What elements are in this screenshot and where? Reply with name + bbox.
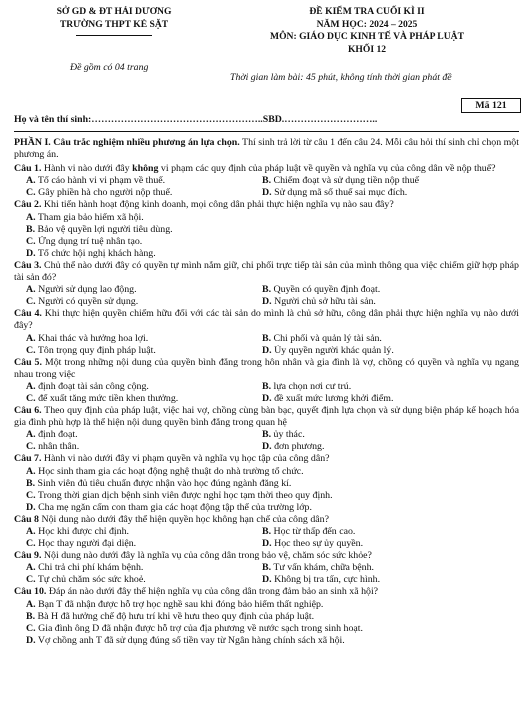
exam-header bbox=[212, 6, 522, 56]
option-letter: B. bbox=[262, 526, 272, 537]
question-number: Câu 8 bbox=[14, 513, 39, 525]
question-text: Đáp án nào dưới đây thể hiện nghĩa vụ của công dân trong đảm bảo an sinh xã hội? bbox=[46, 586, 379, 598]
answer-options bbox=[14, 333, 519, 357]
question-number: Câu 4. bbox=[14, 308, 42, 320]
department-name: SỞ GD & ĐT HẢI DƯƠNG bbox=[56, 6, 172, 17]
option-letter: C. bbox=[26, 574, 36, 586]
answer-options bbox=[14, 466, 519, 514]
option-text: để xuất tăng mức tiền khen thưởng. bbox=[35, 392, 179, 404]
option-text: đơn phương. bbox=[271, 441, 325, 453]
answer-option[interactable] bbox=[250, 393, 519, 405]
option-text: Tham gia bảo hiểm xã hội. bbox=[35, 211, 144, 223]
option-text: Người sử dụng lao động. bbox=[35, 284, 137, 296]
option-letter: B. bbox=[262, 284, 272, 296]
option-text: Học sinh tham gia các hoạt động nghệ thuật do nhà trường tổ chức. bbox=[35, 465, 304, 477]
question-text: Theo quy định của pháp luật, việc hai vợ, chồng cùng bàn bạc, quyết định lựa chọn và sử dụng biện pháp kế hoạch hóa gia đình phù hợp là thể hiện nội dung quyền bình đẳng trong quan hệ bbox=[14, 405, 520, 429]
option-text: Tổ chức hội nghị khách hàng. bbox=[35, 247, 156, 259]
answer-option[interactable] bbox=[14, 538, 250, 550]
answer-option[interactable] bbox=[250, 296, 519, 308]
question-text: Nội dung nào dưới đây là nghĩa vụ của công dân trong bảo vệ, chăm sóc sức khỏe? bbox=[41, 550, 372, 562]
question-item bbox=[14, 199, 519, 259]
option-letter: C. bbox=[26, 622, 36, 634]
answer-options bbox=[14, 175, 519, 199]
question-item bbox=[14, 308, 519, 356]
option-letter: A. bbox=[26, 211, 36, 223]
grade-level: KHỐI 12 bbox=[347, 43, 387, 55]
question-stem bbox=[14, 260, 519, 284]
option-letter: A. bbox=[26, 380, 36, 392]
question-number: Câu 1. bbox=[14, 163, 42, 175]
option-text: Người chủ sở hữu tài sản. bbox=[271, 296, 376, 308]
option-letter: B. bbox=[26, 610, 36, 622]
answer-option[interactable] bbox=[250, 284, 519, 296]
option-letter: A. bbox=[26, 429, 36, 441]
option-letter: D. bbox=[26, 634, 36, 646]
option-text: Khai thác và hưởng hoa lợi. bbox=[35, 332, 149, 344]
question-item bbox=[14, 163, 519, 199]
question-stem bbox=[14, 199, 519, 211]
option-letter: D. bbox=[262, 344, 272, 356]
answer-option[interactable] bbox=[14, 345, 250, 357]
answer-option[interactable] bbox=[14, 284, 250, 296]
answer-option[interactable] bbox=[14, 296, 250, 308]
part-one-title: PHẦN I. Câu trắc nghiệm nhiều phương án lựa chọn. bbox=[14, 137, 240, 148]
question-stem bbox=[14, 308, 519, 332]
answer-options bbox=[14, 526, 519, 550]
question-text-tail: vi phạm các quy định của pháp luật về quyền và nghĩa vụ của công dân về nộp thuế? bbox=[158, 163, 496, 175]
answer-options bbox=[14, 562, 519, 586]
answer-option[interactable] bbox=[250, 574, 519, 586]
question-item bbox=[14, 260, 519, 308]
option-letter: A. bbox=[26, 284, 36, 296]
option-text: lựa chọn nơi cư trú. bbox=[271, 380, 352, 392]
option-letter: B. bbox=[26, 223, 36, 235]
option-text: Người có quyền sử dụng. bbox=[35, 296, 139, 308]
question-number: Câu 6. bbox=[14, 405, 42, 417]
option-letter: B. bbox=[262, 175, 272, 187]
question-text: Chủ thể nào dưới đây có quyền tự mình nắm giữ, chi phối trực tiếp tài sản của mình thông qua việc chiếm giữ hợp pháp tài sản đó? bbox=[14, 259, 519, 284]
option-letter: C. bbox=[26, 392, 36, 404]
question-text: Một trong những nội dung của quyền bình đẳng trong hôn nhân và gia đình là vợ, chồng có quyền và nghĩa vụ ngang nhau trong việc bbox=[14, 356, 519, 380]
answer-option[interactable] bbox=[14, 466, 519, 478]
answer-option[interactable] bbox=[14, 502, 519, 514]
option-text: định đoạt tài sản công cộng. bbox=[35, 380, 149, 392]
part-one-instructions: Thí sinh trả lời từ câu 1 đến câu 24. Mỗi câu hỏi thí sinh chỉ chọn một phương án. bbox=[14, 137, 519, 161]
answer-option[interactable] bbox=[250, 441, 519, 453]
answer-option[interactable] bbox=[14, 429, 250, 441]
answer-options bbox=[14, 284, 519, 308]
answer-option[interactable] bbox=[14, 599, 519, 611]
pages-note: Đề gồm có 04 trang bbox=[70, 62, 149, 73]
answer-option[interactable] bbox=[250, 526, 519, 538]
option-letter: A. bbox=[26, 175, 36, 187]
answer-option[interactable] bbox=[14, 393, 250, 405]
option-letter: C. bbox=[26, 441, 36, 453]
answer-option[interactable] bbox=[250, 381, 519, 393]
answer-option[interactable] bbox=[14, 490, 519, 502]
question-stem bbox=[14, 514, 519, 526]
answer-option[interactable] bbox=[14, 381, 250, 393]
answer-option[interactable] bbox=[14, 623, 519, 635]
answer-option[interactable] bbox=[14, 333, 250, 345]
answer-option[interactable] bbox=[14, 236, 519, 248]
option-text: Học theo sự ủy quyền. bbox=[271, 538, 364, 550]
option-letter: D. bbox=[262, 441, 272, 453]
answer-options bbox=[14, 212, 519, 260]
option-letter: D. bbox=[262, 574, 272, 586]
question-stem bbox=[14, 405, 519, 429]
option-text: Gây phiền hà cho người nộp thuế. bbox=[35, 187, 173, 199]
option-text: Học từ thấp đến cao. bbox=[271, 526, 356, 537]
option-letter: D. bbox=[262, 187, 272, 199]
option-letter: A. bbox=[26, 332, 36, 344]
option-letter: C. bbox=[26, 489, 36, 501]
option-text: Tự chủ chăm sóc sức khoẻ. bbox=[35, 574, 146, 586]
candidate-info-line: Họ và tên thí sinh:……………………………………………..SBD.……………………….. bbox=[14, 114, 378, 125]
question-number: Câu 2. bbox=[14, 199, 42, 211]
answer-option[interactable] bbox=[14, 224, 519, 236]
option-letter: D. bbox=[262, 296, 272, 308]
answer-option[interactable] bbox=[14, 175, 250, 187]
question-stem bbox=[14, 357, 519, 381]
option-text: Vợ chồng anh T đã sử dụng đúng số tiền vay từ Ngân hàng chính sách xã hội. bbox=[35, 634, 345, 646]
option-letter: C. bbox=[26, 296, 36, 308]
time-note: Thời gian làm bài: 45 phút, không tính thời gian phát đề bbox=[230, 72, 452, 83]
answer-option[interactable] bbox=[14, 441, 250, 453]
answer-option[interactable] bbox=[250, 345, 519, 357]
part-one-heading bbox=[14, 137, 519, 161]
option-letter: A. bbox=[26, 562, 36, 574]
school-underline bbox=[76, 35, 152, 36]
question-item bbox=[14, 550, 519, 586]
option-text: Tôn trọng quy định pháp luật. bbox=[35, 344, 156, 356]
option-letter: C. bbox=[26, 187, 36, 199]
option-letter: D. bbox=[262, 392, 272, 404]
answer-option[interactable] bbox=[250, 538, 519, 550]
question-number: Câu 3. bbox=[14, 259, 42, 271]
option-letter: B. bbox=[262, 562, 272, 574]
option-text: Sinh viên đủ tiêu chuẩn được nhận vào học đúng ngành đăng kí. bbox=[35, 477, 292, 489]
answer-option[interactable] bbox=[250, 187, 519, 199]
option-text: Trong thời gian dịch bệnh sinh viên được nghỉ học tạm thời theo quy định. bbox=[35, 489, 333, 501]
answer-options bbox=[14, 429, 519, 453]
exam-title: ĐỀ KIỂM TRA CUỐI KÌ II bbox=[309, 6, 425, 17]
option-text: Không bị tra tấn, cực hình. bbox=[271, 574, 381, 586]
question-list bbox=[14, 163, 519, 647]
option-letter: D. bbox=[26, 247, 36, 259]
answer-option[interactable] bbox=[14, 611, 519, 623]
question-stem bbox=[14, 550, 519, 562]
option-text: Học khi được chỉ định. bbox=[35, 526, 130, 537]
option-text: Gia đình ông D đã nhận được hỗ trợ của địa phương về nước sạch trong sinh hoạt. bbox=[35, 622, 363, 634]
option-text: định đoạt. bbox=[35, 429, 78, 441]
question-text: Hành vi nào dưới đây bbox=[41, 163, 133, 175]
option-text: Học thay người đại diện. bbox=[35, 538, 137, 550]
answer-option[interactable] bbox=[14, 526, 250, 538]
subject-name: MÔN: GIÁO DỤC KINH TẾ VÀ PHÁP LUẬT bbox=[270, 31, 464, 42]
question-item bbox=[14, 453, 519, 513]
question-text: Nội dung nào dưới đây thể hiện quyền học không hạn chế của công dân? bbox=[38, 513, 329, 525]
option-text: Ủy quyền người khác quản lý. bbox=[271, 344, 394, 356]
question-text: Khi thực hiện quyền chiếm hữu đối với các tài sản do mình là chủ sở hữu, công dân phải thực hiện nghĩa vụ nào dưới đây? bbox=[14, 308, 519, 332]
question-item bbox=[14, 586, 519, 646]
answer-option[interactable] bbox=[14, 248, 519, 260]
exam-code-box: Mã 121 bbox=[461, 98, 521, 113]
option-text: Chi phối và quản lý tài sản. bbox=[271, 332, 382, 344]
option-letter: A. bbox=[26, 526, 36, 537]
school-year: NĂM HỌC: 2024 – 2025 bbox=[316, 18, 418, 30]
option-letter: B. bbox=[262, 380, 272, 392]
question-item bbox=[14, 405, 519, 453]
option-letter: D. bbox=[262, 538, 272, 550]
option-text: Chi trả chi phí khám bệnh. bbox=[35, 562, 144, 574]
school-header bbox=[14, 6, 214, 31]
answer-option[interactable] bbox=[14, 187, 250, 199]
exam-body bbox=[14, 137, 519, 647]
question-stem bbox=[14, 163, 519, 175]
option-text: Bảo vệ quyền lợi người tiêu dùng. bbox=[35, 223, 173, 235]
question-item bbox=[14, 357, 519, 405]
answer-option[interactable] bbox=[14, 635, 519, 647]
question-number: Câu 7. bbox=[14, 453, 42, 465]
question-item bbox=[14, 514, 519, 550]
option-letter: A. bbox=[26, 465, 36, 477]
answer-option[interactable] bbox=[250, 562, 519, 574]
option-letter: C. bbox=[26, 235, 36, 247]
question-stem bbox=[14, 586, 519, 598]
question-text: Khi tiến hành hoạt động kinh doanh, mọi công dân phải thực hiện nghĩa vụ nào sau đây? bbox=[41, 199, 394, 211]
option-text: Bạn T đã nhận được hỗ trợ học nghề sau khi đóng bảo hiểm thất nghiệp. bbox=[35, 598, 324, 610]
option-letter: B. bbox=[262, 332, 272, 344]
option-text: ủy thác. bbox=[271, 429, 305, 441]
answer-options bbox=[14, 599, 519, 647]
question-emphasis: không bbox=[132, 163, 159, 175]
option-letter: A. bbox=[26, 598, 36, 610]
option-text: Cha mẹ ngăn cấm con tham gia các hoạt động tập thể của trường lớp. bbox=[35, 501, 312, 513]
option-letter: B. bbox=[262, 429, 272, 441]
answer-option[interactable] bbox=[14, 478, 519, 490]
answer-option[interactable] bbox=[250, 429, 519, 441]
question-number: Câu 9. bbox=[14, 550, 42, 562]
option-text: Tố cáo hành vi vi phạm về thuế. bbox=[35, 175, 166, 187]
answer-option[interactable] bbox=[250, 175, 519, 187]
option-text: Chiếm đoạt và sử dụng tiền nộp thuế bbox=[271, 175, 420, 187]
question-number: Câu 5. bbox=[14, 356, 42, 368]
option-letter: D. bbox=[26, 501, 36, 513]
option-text: Sử dụng mã số thuế sai mục đích. bbox=[271, 187, 408, 199]
option-text: Ứng dụng trí tuệ nhân tạo. bbox=[35, 235, 143, 247]
option-text: Quyền có quyền định đoạt. bbox=[271, 284, 381, 296]
answer-option[interactable] bbox=[14, 562, 250, 574]
answer-options bbox=[14, 381, 519, 405]
option-letter: C. bbox=[26, 344, 36, 356]
option-text: Bà H đã hưởng chế độ hưu trí khi về hưu theo quy định của pháp luật. bbox=[35, 610, 315, 622]
question-stem bbox=[14, 453, 519, 465]
answer-option[interactable] bbox=[14, 212, 519, 224]
school-name: TRƯỜNG THPT KẺ SẶT bbox=[59, 18, 169, 30]
question-text: Hành vi nào dưới đây vi phạm quyền và nghĩa vụ học tập của công dân? bbox=[41, 453, 330, 465]
option-text: đề xuất mức lương khởi điểm. bbox=[271, 392, 394, 404]
option-letter: B. bbox=[26, 477, 36, 489]
option-text: Tư vấn khám, chữa bệnh. bbox=[271, 562, 374, 574]
question-number: Câu 10. bbox=[14, 586, 47, 598]
header-divider bbox=[14, 131, 519, 132]
answer-option[interactable] bbox=[250, 333, 519, 345]
answer-option[interactable] bbox=[14, 574, 250, 586]
option-letter: C. bbox=[26, 538, 36, 550]
option-text: nhân thân. bbox=[35, 441, 80, 453]
